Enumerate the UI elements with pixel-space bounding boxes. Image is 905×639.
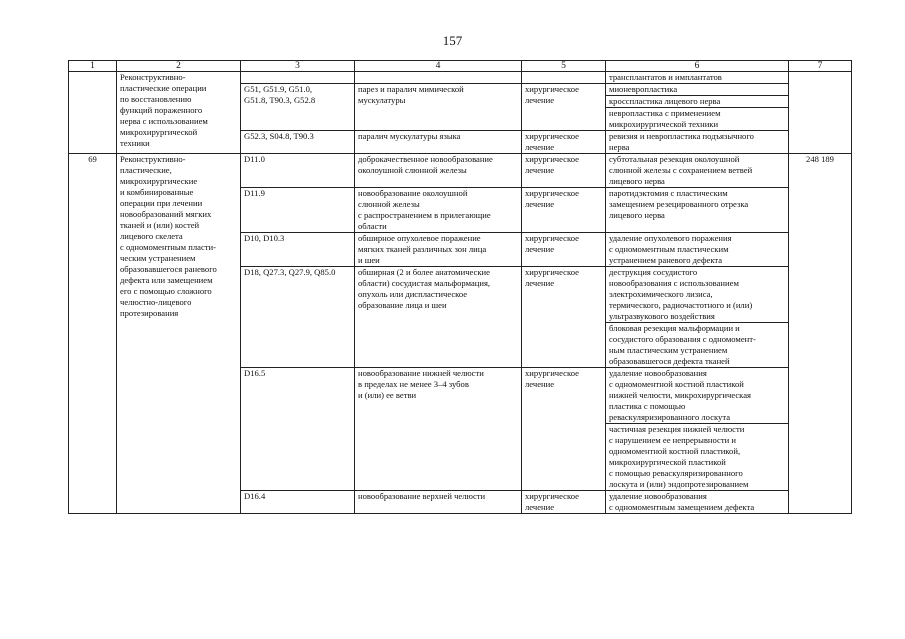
header-row [69,61,852,72]
treatment-type: хирургическое лечение [525,233,579,254]
treatment-type: хирургическое лечение [525,154,579,175]
codes-cell [241,233,355,267]
methods-cell [606,491,789,514]
codes-cell [241,131,355,154]
treatment-cell [522,368,606,491]
group-name [117,154,241,514]
treatment-type: хирургическое лечение [525,368,579,389]
diagnosis-codes: D10, D10.3 [244,233,285,243]
methods-cell [606,267,789,368]
methods-cell [606,368,789,491]
treatment-cell [522,131,606,154]
codes-cell [241,72,355,84]
model-cell [355,154,522,188]
treatment-method: удаление новообразования с одномоментным замещением дефекта [609,491,755,512]
column-header: 4 [355,61,522,72]
diagnosis-codes: D16.4 [244,491,266,501]
treatment-type: хирургическое лечение [525,491,579,512]
page-number: 157 [442,33,463,48]
model-cell [355,72,522,84]
model-cell [355,188,522,233]
methods-cell [606,154,789,188]
treatment-type: хирургическое лечение [525,188,579,209]
diagnosis-codes: D16.5 [244,368,266,378]
table-row [69,72,852,84]
codes-cell [241,368,355,491]
diagnosis-codes: G52.3, S04.8, T90.3 [244,131,314,141]
treatment-method: блоковая резекция мальформации и сосудистого образования с одномомент- ным пластическим устранением образовавшегося дефекта тканей [609,323,756,366]
treatment-method: субтотальная резекция околоушной слюнной железы с сохранением ветвей лицевого нерва [609,154,753,186]
codes-cell [241,84,355,131]
treatment-method: деструкция сосудистого новообразования с использованием электрохимического лизиса, термического, радиочастотного и (или) ультразвукового воздействия [606,267,788,323]
procedures-table [68,60,852,514]
codes-cell [241,188,355,233]
column-header: 5 [522,61,606,72]
codes-cell [241,267,355,368]
treatment-method: удаление опухолевого поражения с одномоментным пластическим устранением раневого дефекта [609,233,732,265]
methods-cell [606,233,789,267]
patient-model: новообразование верхней челюсти [358,491,486,501]
column-header: 3 [241,61,355,72]
group-number: 69 [69,154,117,514]
treatment-type: хирургическое лечение [525,267,579,288]
treatment-method: частичная резекция нижней челюсти с нарушением ее непрерывности и одномоментной костной пластикой, микрохирургической пластикой с помощью реваскуляризированного лоскута и (или) эндопротезированием [609,424,749,489]
diagnosis-codes: D11.9 [244,188,265,198]
column-header: 7 [789,61,852,72]
treatment-method: мионевропластика [606,84,788,96]
diagnosis-codes: D11.0 [244,154,265,164]
treatment-cell [522,72,606,84]
model-cell [355,233,522,267]
model-cell [355,267,522,368]
patient-model: доброкачественное новообразование околоушной слюнной железы [358,154,493,175]
model-cell [355,84,522,131]
treatment-method: удаление новообразования с одномоментной костной пластикой нижней челюсти, микрохирургическая пластика с помощью реваскуляризированного лоскута [606,368,788,424]
column-header: 2 [117,61,241,72]
patient-model: новообразование околоушной слюнной железы с распространением в прилегающие области [358,188,491,231]
treatment-method: невропластика с применением микрохирургической техники [609,108,721,129]
method-text: трансплантатов и имплантатов [609,72,722,82]
model-cell [355,368,522,491]
treatment-type: хирургическое лечение [525,131,579,152]
group-name-text: Реконструктивно- пластические операции по восстановлению функций пораженного нерва с использованием микрохирургической техники [120,72,208,148]
methods-cell [606,188,789,233]
methods-cell [606,72,789,84]
diagnosis-codes: G51, G51.9, G51.0, G51.8, T90.3, G52.8 [244,84,316,105]
group-name [117,72,241,154]
codes-cell [241,154,355,188]
treatment-method: ревизия и невропластика подъязычного нерва [609,131,754,152]
table-row [69,154,852,188]
treatment-cell [522,233,606,267]
column-header: 1 [69,61,117,72]
patient-model: обширная (2 и более анатомические области) сосудистая мальформация, опухоль или диспластическое образование лица и шеи [358,267,491,310]
model-cell [355,131,522,154]
treatment-cell [522,491,606,514]
treatment-cell [522,154,606,188]
group-price: 248 189 [789,154,852,514]
column-header: 6 [606,61,789,72]
treatment-method: кросспластика лицевого нерва [606,96,788,108]
group-name-text: Реконструктивно- пластические, микрохирургические и комбинированные операции при лечении новообразований мягких тканей и (или) костей лицевого скелета с одномоментным пласти- ческим устранением образовавшегося раневого дефекта или замещением его с помощью сложного челюстно-лицевого протезирования [120,154,217,318]
group-number [69,72,117,154]
methods-cell [606,131,789,154]
treatment-cell [522,188,606,233]
patient-model: новообразование нижней челюсти в пределах не менее 3–4 зубов и (или) ее ветви [358,368,484,400]
diagnosis-codes: D18, Q27.3, Q27.9, Q85.0 [244,267,336,277]
patient-model: парез и паралич мимической мускулатуры [358,84,464,105]
treatment-method: паротидэктомия с пластическим замещением резецированного отрезка лицевого нерва [609,188,749,220]
treatment-type: хирургическое лечение [525,84,579,105]
patient-model: паралич мускулатуры языка [358,131,461,141]
patient-model: обширное опухолевое поражение мягких тканей различных зон лица и шеи [358,233,487,265]
treatment-cell [522,267,606,368]
group-price [789,72,852,154]
methods-cell [606,84,789,131]
model-cell [355,491,522,514]
codes-cell [241,491,355,514]
treatment-cell [522,84,606,131]
